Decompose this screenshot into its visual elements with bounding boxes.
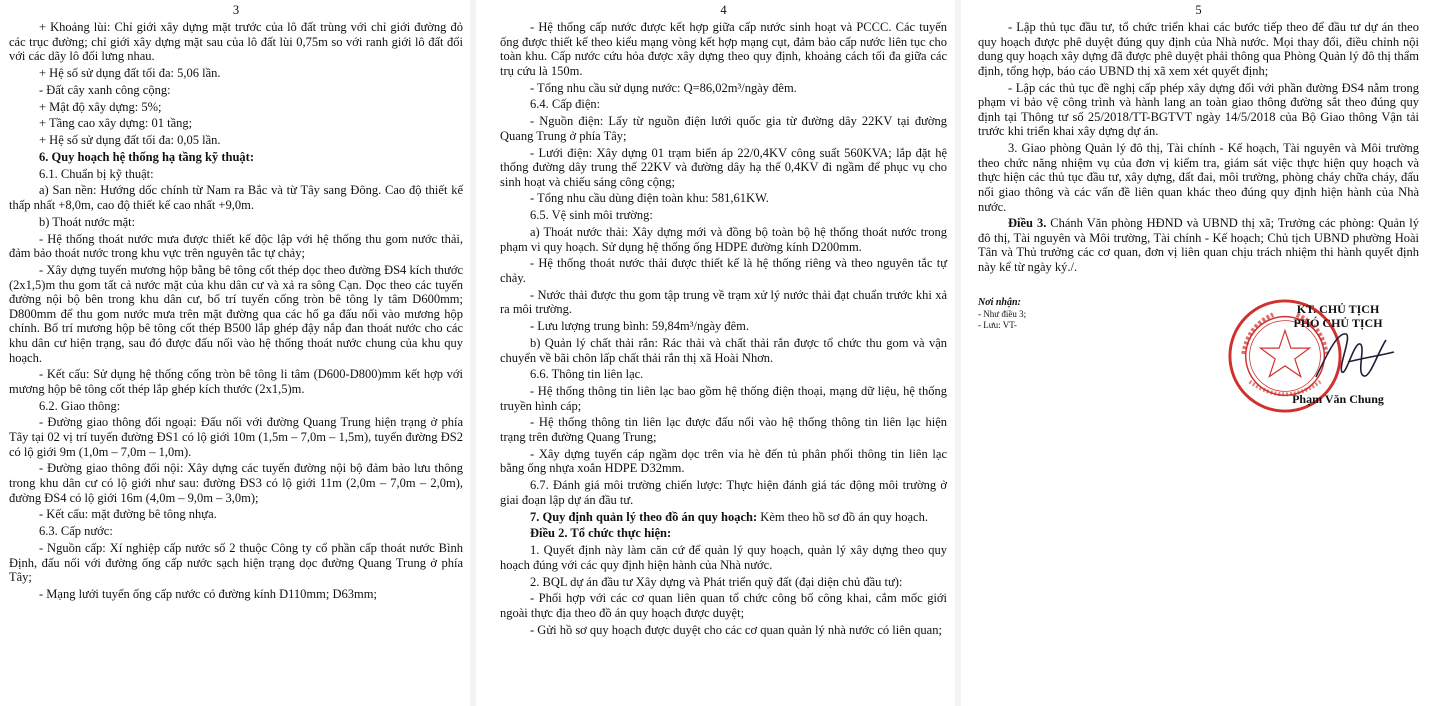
paragraph: + Tầng cao xây dựng: 01 tầng; [39, 116, 193, 131]
recipient-item: - Lưu: VT- [978, 319, 1017, 330]
paragraph: - Tổng nhu cầu sử dụng nước: Q=86,02m³/ngày đêm. [530, 80, 797, 95]
paragraph: + Khoảng lùi: Chỉ giới xây dựng mặt trước của lô đất trùng với chỉ giới đường đỏ các trục đường; chỉ giới xây dựng mặt sau của lô đất lùi 0,75m so với ranh giới lô đất đối với các dãy lô đối lưng nhau. [9, 20, 463, 64]
document-page-5 [961, 0, 1429, 706]
signer-name: Phạm Văn Chung [1292, 391, 1384, 406]
paragraph: a) Thoát nước thải: Xây dựng mới và đồng bộ toàn bộ hệ thống thoát nước trong phạm vi quy hoạch. Sử dụng hệ thống ống HDPE đường kính D200mm. [500, 225, 947, 254]
paragraph: 1. Quyết định này làm căn cứ để quản lý quy hoạch, quản lý xây dựng theo quy hoạch đúng với các quy định hiện hành của Nhà nước. [500, 543, 947, 572]
paragraph [978, 216, 1419, 274]
signature-block [978, 297, 1419, 437]
paragraph: + Hệ số sử dụng đất tối đa: 0,05 lần. [39, 133, 221, 148]
section-heading: 6. Quy hoạch hệ thống hạ tầng kỹ thuật: [39, 149, 254, 164]
paragraph: - Xây dựng tuyến cáp ngầm dọc trên vỉa hè đến tủ phân phối thông tin liên lạc bằng ống nhựa xoắn HDPE D32mm. [500, 446, 947, 476]
paragraph: - Lập thủ tục đầu tư, tổ chức triển khai các bước tiếp theo để đầu tư dự án theo quy hoạch được phê duyệt đúng quy định của Nhà nước. Mọi thay đổi, điều chỉnh nội dung quy hoạch xây dựng đã được phê duyệt phải thông qua Phòng Quản lý đô thị thẩm định, tổng hợp, báo cáo UBND thị xã xem xét quyết định; [978, 20, 1419, 78]
paragraph: - Hệ thống thông tin liên lạc được đấu nối vào hệ thống thông tin liên lạc hiện trạng trên đường Quang Trung; [500, 415, 947, 445]
paragraph: - Hệ thống thoát nước mưa được thiết kế độc lập với hệ thống thu gom nước thải, đảm bảo thoát nước trong khu vực trên nguyên tắc tự chảy; [9, 231, 463, 261]
paragraph: 6.6. Thông tin liên lạc. [530, 367, 644, 382]
page-number: 4 [720, 3, 727, 17]
paragraph: - Đất cây xanh công cộng: [39, 82, 171, 97]
signer-subtitle: PHÓ CHỦ TỊCH [1293, 315, 1383, 330]
paragraph: 2. BQL dự án đầu tư Xây dựng và Phát triển quỹ đất (đại diện chủ đầu tư): [530, 574, 903, 589]
document-page-3 [0, 0, 470, 706]
paragraph: - Xây dựng tuyến mương hộp bằng bê tông cốt thép dọc theo đường ĐS4 kích thước (2x1,5)m thu gom tất cả nước mặt của khu dân cư và xả ra sông Cạn. Dọc theo các tuyến đường nội bộ bên trong khu dân cư, bố trí tuyến cống tròn bê tông ly tâm D600mm; D800mm để thu gom nước mưa trên mặt đường qua các hố ga đấu nối vào mương hộp chính. Bố trí mương hộp bê tông cốt thép B500 lắp ghép đậy nắp đan thoát nước cho các khu dân cư hiện trạng, sau đó được đấu nối vào hệ thống thoát nước chung của khu quy hoạch. [9, 262, 463, 365]
recipient-item: - Như điều 3; [978, 308, 1027, 319]
paragraph: 6.5. Vệ sinh môi trường: [530, 208, 653, 223]
paragraph: - Hệ thống cấp nước được kết hợp giữa cấp nước sinh hoạt và PCCC. Các tuyến ống được thiết kế theo kiểu mạng vòng kết hợp mạng cụt, đảm bảo cấp nước liên tục cho toàn khu. Cấp nước cứu hỏa được xây dựng theo quy định, khoảng cách tối đa giữa các trụ cứu là 150m. [500, 20, 947, 78]
recipients-block [978, 297, 1148, 331]
paragraph: - Phối hợp với các cơ quan liên quan tổ chức công bố công khai, cắm mốc giới ngoài thực địa theo đồ án quy hoạch được duyệt; [500, 591, 947, 620]
paragraph: 6.2. Giao thông: [39, 398, 121, 413]
paragraph: - Nước thải được thu gom tập trung về trạm xử lý nước thải đạt chuẩn trước khi xả ra môi trường. [500, 287, 947, 317]
article-heading: Điều 2. Tổ chức thực hiện: [530, 526, 672, 541]
paragraph: - Hệ thống thông tin liên lạc bao gồm hệ thống điện thoại, mạng dữ liệu, hệ thống truyền hình cáp; [500, 384, 947, 413]
paragraph: a) San nền: Hướng dốc chính từ Nam ra Bắc và từ Tây sang Đông. Cao độ thiết kế thấp nhất +8,0m, cao độ thiết kế cao nhất +9,0m. [9, 183, 463, 213]
paragraph: + Mật độ xây dựng: 5%; [39, 99, 162, 114]
recipients-label: Nơi nhận: [978, 296, 1021, 308]
page-number: 3 [232, 3, 240, 17]
paragraph: - Tổng nhu cầu dùng điện toàn khu: 581,61KW. [530, 191, 769, 206]
paragraph: - Nguồn cấp: Xí nghiệp cấp nước số 2 thuộc Công ty cổ phần cấp thoát nước Bình Định, đấu nối với đường ống cấp nước sạch hiện trạng dọc đường Quang Trung ở phía Tây; [9, 540, 463, 585]
paragraph: b) Quản lý chất thải rắn: Rác thải và chất thải rắn được tổ chức thu gom và vận chuyển về bãi chôn lấp chất thải rắn thị xã Hoài Nhơn. [500, 335, 947, 365]
article-text: Chánh Văn phòng HĐND và UBND thị xã; Trưởng các phòng: Quản lý đô thị, Tài nguyên và Môi trường, Tài chính - Kế hoạch; Chủ tịch UBND phường Hoài Tân và Thủ trưởng các cơ quan, đơn vị liên quan chịu trách nhiệm thi hành quyết định này kể từ ngày ký./. [978, 216, 1420, 275]
paragraph: 6.3. Cấp nước: [39, 524, 113, 539]
section-heading-text: Kèm theo hồ sơ đồ án quy hoạch. [760, 509, 928, 524]
paragraph: - Lưới điện: Xây dựng 01 trạm biến áp 22/0,4KV công suất 560KVA; lắp đặt hệ thống đường dây trung thế 22KV và đường dây hạ thế 0,4KV đi ngầm để phục vụ cho sinh hoạt và chiếu sáng công cộng; [500, 145, 947, 189]
section-heading: 7. Quy định quản lý theo đồ án quy hoạch: [530, 509, 758, 524]
paragraph: 6.7. Đánh giá môi trường chiến lược: Thực hiện đánh giá tác động môi trường ở giai đoạn lập dự án đầu tư. [500, 478, 947, 507]
paragraph: - Mạng lưới tuyến ống cấp nước có đường kính D110mm; D63mm; [39, 586, 377, 601]
signer-title: KT. CHỦ TỊCH [1296, 301, 1380, 316]
page-number: 5 [1195, 3, 1202, 17]
paragraph: - Đường giao thông đối nội: Xây dựng các tuyến đường nội bộ đảm bảo lưu thông trong khu dân cư có lộ giới như sau: đường ĐS3 có lộ giới 11m (2,0m – 7,0m – 2,0m), đường ĐS4 có lộ giới 16m (4,0m – 9,0m – 3,0m); [9, 461, 463, 505]
paragraph: + Hệ số sử dụng đất tối đa: 5,06 lần. [39, 65, 221, 80]
paragraph: - Kết cấu: Sử dụng hệ thống cống tròn bê tông li tâm (D600-D800)mm kết hợp với mương hộp bê tông cốt thép lắp ghép kích thước (2x1,5)m. [9, 367, 463, 396]
paragraph [500, 510, 947, 525]
handwritten-signature-icon [1308, 322, 1398, 392]
paragraph: - Nguồn điện: Lấy từ nguồn điện lưới quốc gia từ đường dây 22KV tại đường Quang Trung ở phía Tây; [500, 114, 947, 143]
paragraph: - Kết cấu: mặt đường bê tông nhựa. [39, 507, 217, 522]
paragraph: 3. Giao phòng Quản lý đô thị, Tài chính - Kế hoạch, Tài nguyên và Môi trường theo chức năng nhiệm vụ của đơn vị kiểm tra, giám sát việc thực hiện quy hoạch và thực hiện các thủ tục đầu tư, xây dựng, đất đai, môi trường, phòng cháy chữa cháy, đấu nối giao thông và các vấn đề liên quan khác theo đúng quy định hiện hành của Nhà nước. [978, 141, 1419, 214]
paragraph: b) Thoát nước mặt: [39, 214, 136, 229]
paragraph: 6.1. Chuẩn bị kỹ thuật: [39, 166, 154, 181]
paragraph: 6.4. Cấp điện: [530, 97, 601, 112]
paragraph: - Đường giao thông đối ngoại: Đấu nối với đường Quang Trung hiện trạng ở phía Tây tại 02 vị trí tuyến đường ĐS1 có lộ giới 10m (1,5m – 7,0m – 1,5m), tuyến đường ĐS2 có lộ giới 9m (1,0m – 7,0m – 1,0m). [9, 415, 463, 459]
document-page-4 [476, 0, 955, 706]
paragraph: - Lưu lượng trung bình: 59,84m³/ngày đêm. [530, 319, 750, 334]
paragraph: - Hệ thống thoát nước thải được thiết kế là hệ thống riêng và theo nguyên tắc tự chảy. [500, 256, 947, 285]
paragraph: - Lập các thủ tục đề nghị cấp phép xây dựng đối với phần đường ĐS4 nằm trong phạm vi bảo vệ công trình và hành lang an toàn giao thông đường sắt theo đúng quy định tại Thông tư số 25/2018/TT-BGTVT ngày 14/5/2018 của Bộ Giao thông Vận tải trước khi triển khai xây dựng dự án. [978, 80, 1419, 139]
article-heading: Điều 3. [1008, 216, 1047, 231]
paragraph: - Gửi hồ sơ quy hoạch được duyệt cho các cơ quan quản lý nhà nước có liên quan; [530, 622, 942, 637]
